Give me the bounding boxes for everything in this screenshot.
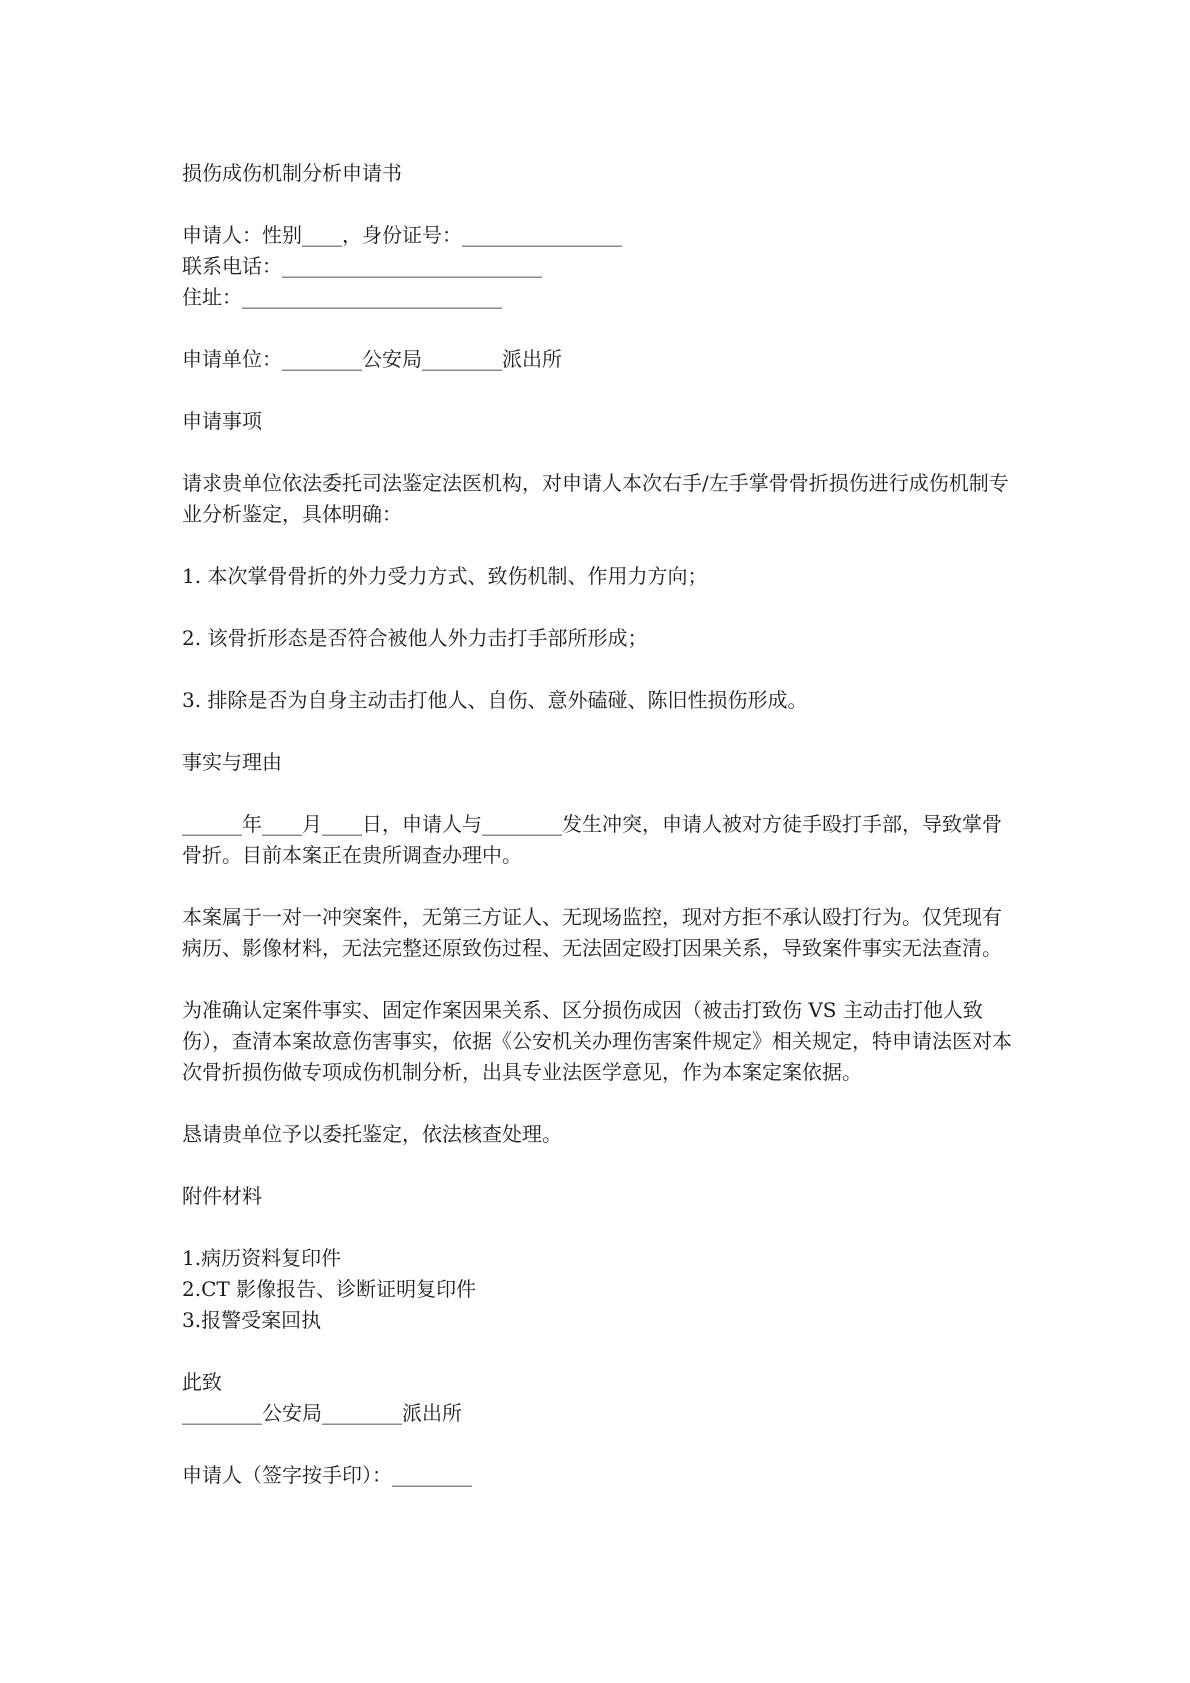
request-item-3: 3. 排除是否为自身主动击打他人、自伤、意外磕碰、陈旧性损伤形成。: [182, 688, 808, 712]
phone-line: 联系电话：__________________________: [182, 254, 542, 278]
request-paragraph: 请求贵单位依法委托司法鉴定法医机构，对申请人本次右手/左手掌骨骨折损伤进行成伤机制专业分析鉴定，具体明确：: [182, 471, 1009, 526]
attachments-heading: 附件材料: [182, 1184, 262, 1208]
facts-paragraph-2: 本案属于一对一冲突案件，无第三方证人、无现场监控，现对方拒不承认殴打行为。仅凭现有病历、影像材料，无法完整还原致伤过程、无法固定殴打因果关系，导致案件事实无法查清。: [182, 905, 1002, 960]
recipient-line: ________公安局________派出所: [182, 1401, 462, 1425]
facts-paragraph-3: 为准确认定案件事实、固定作案因果关系、区分损伤成因（被击打致伤 VS 主动击打他人致伤），查清本案故意伤害事实，依据《公安机关办理伤害案件规定》相关规定，特申请法医对本次骨折损伤做专项成伤机制分析，出具专业法医学意见，作为本案定案依据。: [182, 998, 1012, 1084]
signature-line: 申请人（签字按手印）：________: [182, 1463, 472, 1487]
document-title: 损伤成伤机制分析申请书: [182, 161, 402, 185]
attachment-item-1: 1.病历资料复印件: [182, 1246, 342, 1270]
request-item-2: 2. 该骨折形态是否符合被他人外力击打手部所形成；: [182, 626, 648, 650]
attachment-item-3: 3.报警受案回执: [182, 1308, 322, 1332]
address-line: 住址：__________________________: [182, 285, 502, 309]
closing-text: 此致: [182, 1370, 222, 1394]
facts-paragraph-4: 恳请贵单位予以委托鉴定，依法核查处理。: [182, 1122, 562, 1146]
attachment-item-2: 2.CT 影像报告、诊断证明复印件: [182, 1277, 477, 1301]
applicant-line: 申请人：性别____，身份证号：________________: [182, 223, 622, 247]
unit-line: 申请单位：________公安局________派出所: [182, 347, 562, 371]
document-body: [182, 158, 1017, 1491]
request-item-1: 1. 本次掌骨骨折的外力受力方式、致伤机制、作用力方向；: [182, 564, 708, 588]
facts-heading: 事实与理由: [182, 750, 282, 774]
request-heading: 申请事项: [182, 409, 262, 433]
facts-paragraph-1: ______年____月____日，申请人与________发生冲突，申请人被对方徒手殴打手部，导致掌骨骨折。目前本案正在贵所调查办理中。: [182, 812, 1002, 867]
